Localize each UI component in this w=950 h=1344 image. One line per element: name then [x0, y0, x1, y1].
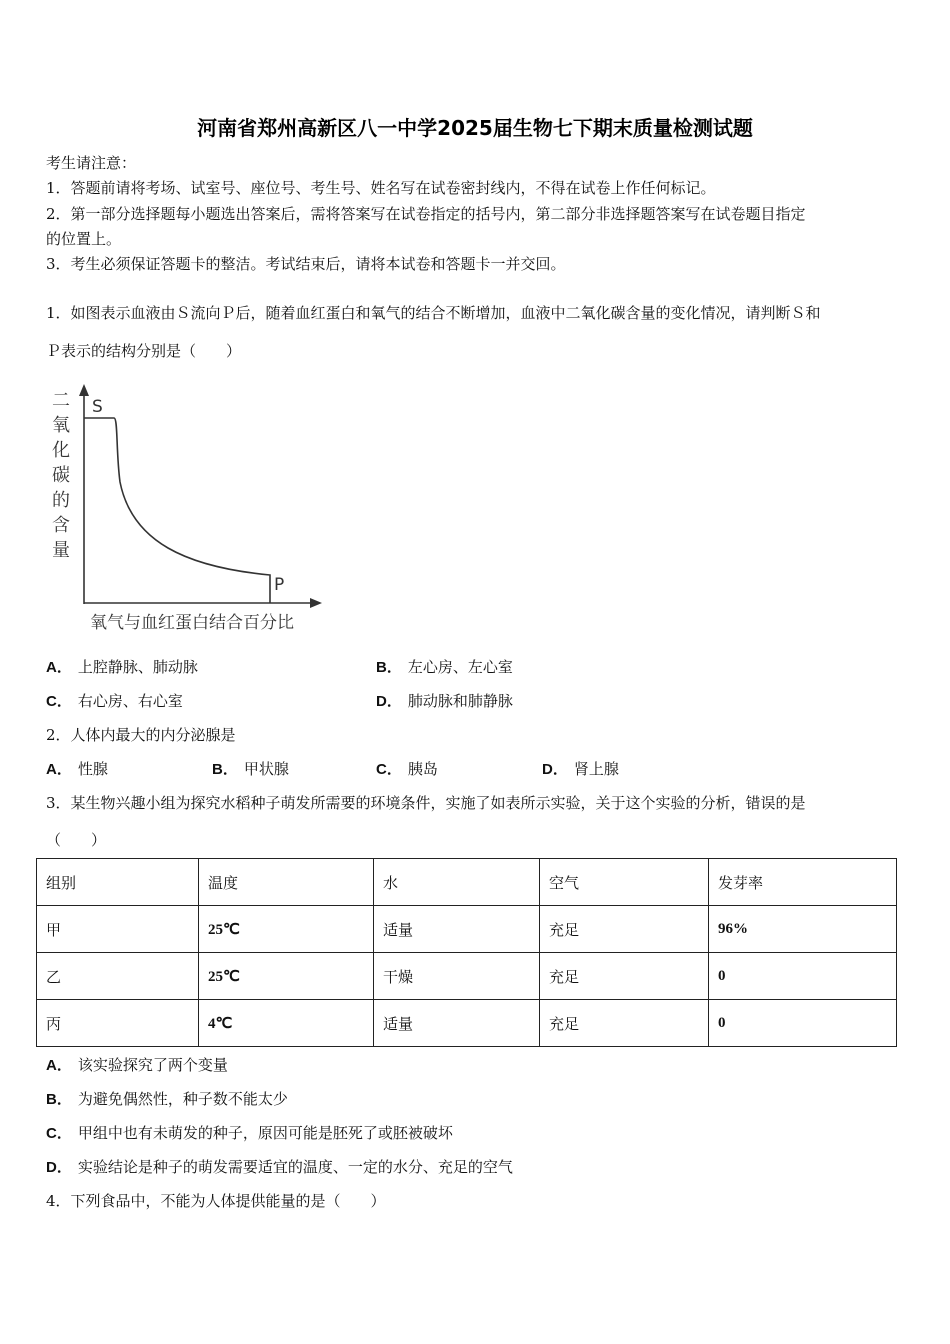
table-cell: 充足: [540, 1000, 709, 1047]
y-axis-label-char: 氧: [52, 415, 70, 436]
table-cell: 乙: [37, 953, 199, 1000]
option-text: 实验结论是种子的萌发需要适宜的温度、一定的水分、充足的空气: [77, 1158, 513, 1176]
question-4-stem: 4．下列食品中，不能为人体提供能量的是（ ）: [46, 1192, 386, 1210]
table-cell: 96%: [709, 906, 897, 953]
option-key: B．: [46, 1091, 72, 1108]
option-text: 甲状腺: [243, 760, 289, 778]
notice-item: 2．第一部分选择题每小题选出答案后，需将答案写在试卷指定的括号内，第二部分非选择题答案写在试卷题目指定: [46, 205, 806, 223]
x-axis-arrow: [310, 598, 322, 608]
y-axis-label-char: 含: [52, 515, 70, 536]
option-text: 该实验探究了两个变量: [77, 1056, 228, 1074]
table-cell: 0: [709, 953, 897, 1000]
option-key: C．: [46, 693, 72, 710]
table-cell: 干燥: [374, 953, 540, 1000]
option-text: 左心房、左心室: [407, 658, 513, 676]
table-cell: 丙: [37, 1000, 199, 1047]
question-3-stem-cont: （ ）: [46, 831, 107, 849]
option-text: 肾上腺: [573, 760, 619, 778]
y-axis-label-char: 的: [52, 490, 70, 511]
table-row: [37, 906, 897, 953]
table-cell: 适量: [374, 906, 540, 953]
option-text: 甲组中也有未萌发的种子，原因可能是胚死了或胚被破坏: [77, 1124, 453, 1142]
table-cell: 0: [709, 1000, 897, 1047]
q1-option-c: [46, 690, 183, 711]
q2-option-b: [212, 758, 289, 779]
q2-option-a: [46, 758, 108, 779]
option-text: 右心房、右心室: [77, 692, 183, 710]
option-text: 为避免偶然性，种子数不能太少: [77, 1090, 288, 1108]
option-text: 上腔静脉、肺动脉: [77, 658, 198, 676]
end-label-p: P: [274, 575, 285, 595]
option-text: 性腺: [77, 760, 108, 778]
q1-option-b: [376, 656, 513, 677]
table-row: [37, 1000, 897, 1047]
notice-heading: 考生请注意：: [46, 154, 137, 172]
table-header-row: [37, 859, 897, 906]
table-cell: 充足: [540, 953, 709, 1000]
q1-option-a: [46, 656, 198, 677]
notice-item: 1．答题前请将考场、试室号、座位号、考生号、姓名写在试卷密封线内，不得在试卷上作任何标记。: [46, 179, 716, 197]
table-header-cell: 水: [374, 859, 540, 906]
table-cell: 适量: [374, 1000, 540, 1047]
table-cell: 25℃: [199, 906, 374, 953]
y-axis-label-char: 碳: [52, 465, 70, 486]
y-axis-label-char: 二: [52, 390, 70, 411]
option-key: D．: [46, 1159, 72, 1176]
notice-item: 的位置上。: [46, 230, 122, 248]
option-key: A．: [46, 659, 72, 676]
q2-option-d: [542, 758, 619, 779]
question-1-stem: 1．如图表示血液由Ｓ流向Ｐ后，随着血红蛋白和氧气的结合不断增加，血液中二氧化碳含量的变化情况，请判断Ｓ和: [46, 304, 821, 322]
x-axis-label: 氧气与血红蛋白结合百分比: [90, 613, 294, 633]
option-key: D．: [376, 693, 402, 710]
y-axis-label-char: 量: [52, 540, 70, 561]
q2-option-c: [376, 758, 438, 779]
table-cell: 25℃: [199, 953, 374, 1000]
q1-option-d: [376, 690, 513, 711]
option-key: A．: [46, 1057, 72, 1074]
option-key: D．: [542, 761, 568, 778]
question-1-stem-cont: Ｐ表示的结构分别是（ ）: [46, 342, 242, 360]
y-axis-label-char: 化: [52, 440, 70, 461]
co2-curve: [84, 418, 270, 603]
y-axis-arrow: [79, 384, 89, 396]
table-cell: 4℃: [199, 1000, 374, 1047]
table-header-cell: 组别: [37, 859, 199, 906]
table-header-cell: 发芽率: [709, 859, 897, 906]
notice-item: 3．考生必须保证答题卡的整洁。考试结束后，请将本试卷和答题卡一并交回。: [46, 255, 566, 273]
q3-option-d: [46, 1156, 513, 1177]
table-row: [37, 953, 897, 1000]
option-key: C．: [46, 1125, 72, 1142]
q3-option-c: [46, 1122, 453, 1143]
option-key: A．: [46, 761, 72, 778]
table-header-cell: 空气: [540, 859, 709, 906]
option-key: B．: [376, 659, 402, 676]
page-title: 河南省郑州高新区八一中学2025届生物七下期末质量检测试题: [197, 116, 753, 140]
option-text: 肺动脉和肺静脉: [407, 692, 513, 710]
start-label-s: S: [92, 397, 103, 417]
question-3-stem: 3．某生物兴趣小组为探究水稻种子萌发所需要的环境条件，实施了如表所示实验，关于这个实验的分析，错误的是: [46, 794, 806, 812]
experiment-table: [36, 858, 897, 1047]
option-key: B．: [212, 761, 238, 778]
co2-content-graph: [46, 382, 346, 638]
table-cell: 充足: [540, 906, 709, 953]
q3-option-a: [46, 1054, 228, 1075]
table-header-cell: 温度: [199, 859, 374, 906]
table-cell: 甲: [37, 906, 199, 953]
q3-option-b: [46, 1088, 288, 1109]
option-text: 胰岛: [407, 760, 438, 778]
option-key: C．: [376, 761, 402, 778]
question-2-stem: 2．人体内最大的内分泌腺是: [46, 726, 236, 744]
